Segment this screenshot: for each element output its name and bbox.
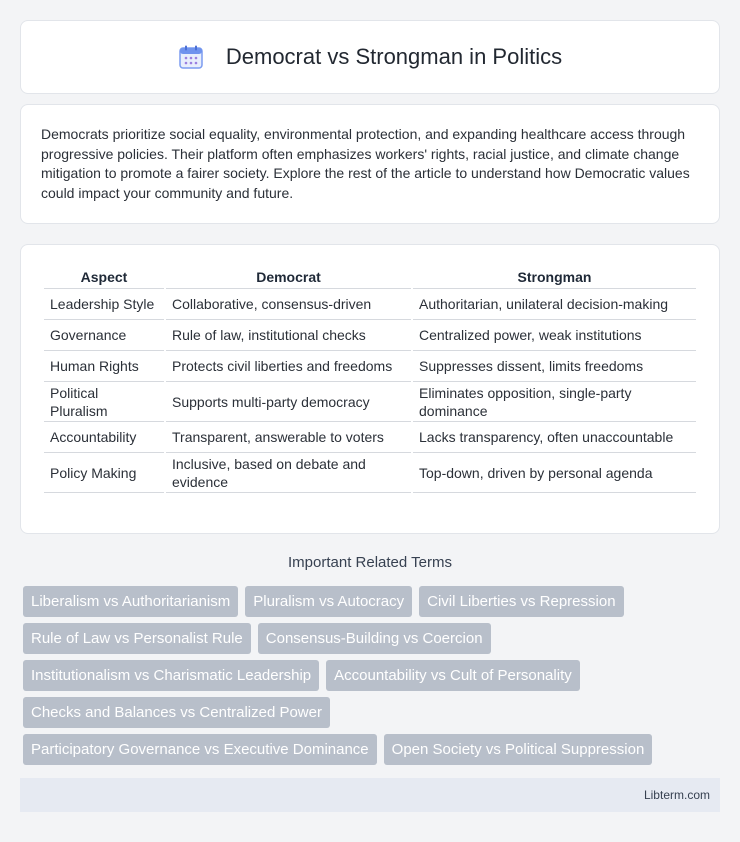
table-cell: Suppresses dissent, limits freedoms bbox=[413, 351, 696, 382]
table-cell: Centralized power, weak institutions bbox=[413, 320, 696, 351]
related-term-tag[interactable]: Participatory Governance vs Executive Dominance bbox=[23, 734, 377, 765]
footer-site-link[interactable]: Libterm.com bbox=[643, 788, 710, 802]
table-cell: Protects civil liberties and freedoms bbox=[166, 351, 411, 382]
table-cell: Policy Making bbox=[44, 453, 164, 493]
header-card bbox=[20, 20, 720, 94]
tag-row bbox=[23, 697, 723, 728]
table-cell: Human Rights bbox=[44, 351, 164, 382]
calendar-icon bbox=[178, 44, 204, 70]
page-title: Democrat vs Strongman in Politics bbox=[225, 44, 563, 69]
related-terms-title: Important Related Terms bbox=[288, 554, 452, 571]
tag-row bbox=[23, 734, 723, 765]
table-cell: Rule of law, institutional checks bbox=[166, 320, 411, 351]
comparison-table bbox=[42, 265, 698, 493]
related-term-tag[interactable]: Civil Liberties vs Repression bbox=[419, 586, 623, 617]
related-term-tag[interactable]: Checks and Balances vs Centralized Power bbox=[23, 697, 330, 728]
related-term-tag[interactable]: Rule of Law vs Personalist Rule bbox=[23, 623, 251, 654]
table-row bbox=[44, 453, 696, 493]
table-cell: Accountability bbox=[44, 422, 164, 453]
table-cell: Governance bbox=[44, 320, 164, 351]
table-cell: Authoritarian, unilateral decision-making bbox=[413, 289, 696, 320]
related-term-tag[interactable]: Open Society vs Political Suppression bbox=[384, 734, 653, 765]
table-row bbox=[44, 422, 696, 453]
table-row bbox=[44, 289, 696, 320]
table-cell: Inclusive, based on debate and evidence bbox=[166, 453, 411, 493]
table-cell: Top-down, driven by personal agenda bbox=[413, 453, 696, 493]
comparison-table-card bbox=[20, 244, 720, 534]
table-header-row bbox=[44, 265, 696, 289]
header-aspect: Aspect bbox=[44, 265, 164, 289]
intro-text: Democrats prioritize social equality, environmental protection, and expanding healthcare access through progressive policies. Their platform often emphasizes workers' rights, racial justice, and climate change mitigation to promote a fairer society. Explore the rest of the article to understand how Democratic values could impact your community and future. bbox=[41, 126, 690, 201]
table-cell: Collaborative, consensus-driven bbox=[166, 289, 411, 320]
related-term-tag[interactable]: Consensus-Building vs Coercion bbox=[258, 623, 491, 654]
table-cell: Political Pluralism bbox=[44, 382, 164, 422]
table-cell: Eliminates opposition, single-party dominance bbox=[413, 382, 696, 422]
tag-row bbox=[23, 623, 723, 654]
related-terms-list bbox=[23, 586, 723, 771]
header-democrat: Democrat bbox=[166, 265, 411, 289]
header-strongman: Strongman bbox=[413, 265, 696, 289]
intro-card bbox=[20, 104, 720, 224]
related-term-tag[interactable]: Accountability vs Cult of Personality bbox=[326, 660, 580, 691]
tag-row bbox=[23, 660, 723, 691]
related-term-tag[interactable]: Institutionalism vs Charismatic Leadership bbox=[23, 660, 319, 691]
related-term-tag[interactable]: Pluralism vs Autocracy bbox=[245, 586, 412, 617]
table-row bbox=[44, 320, 696, 351]
footer bbox=[20, 778, 720, 812]
related-term-tag[interactable]: Liberalism vs Authoritarianism bbox=[23, 586, 238, 617]
table-row bbox=[44, 382, 696, 422]
table-cell: Transparent, answerable to voters bbox=[166, 422, 411, 453]
table-cell: Supports multi-party democracy bbox=[166, 382, 411, 422]
table-cell: Leadership Style bbox=[44, 289, 164, 320]
tag-row bbox=[23, 586, 723, 617]
table-row bbox=[44, 351, 696, 382]
table-cell: Lacks transparency, often unaccountable bbox=[413, 422, 696, 453]
